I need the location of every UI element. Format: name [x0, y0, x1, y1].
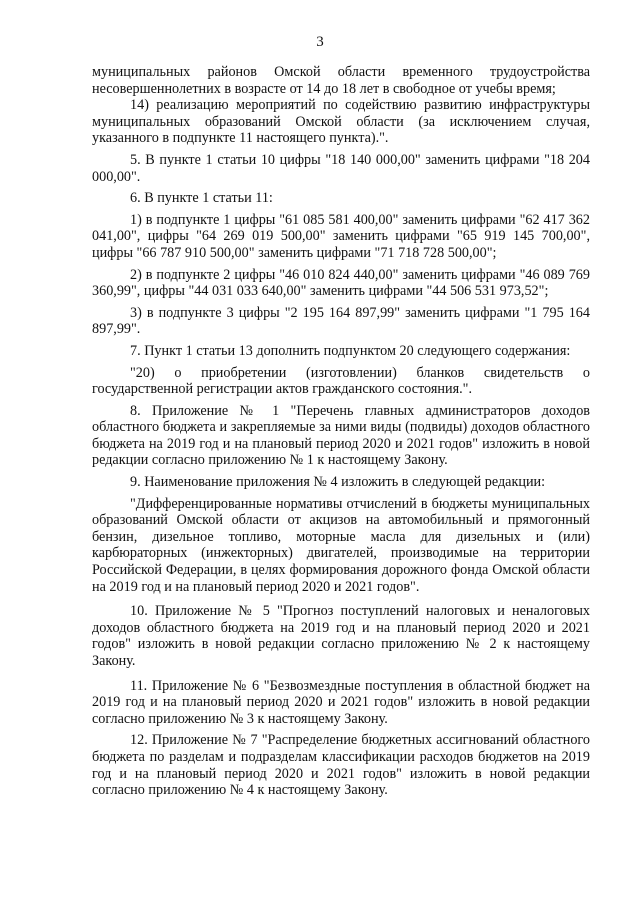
paragraph-6-subitem-3: 3) в подпункте 3 цифры "2 195 164 897,99" заменить цифрами "1 795 164 897,99".	[92, 304, 590, 338]
paragraph-8: 8. Приложение № 1 "Перечень главных администраторов доходов областного бюджета и закрепляемые за ними виды (подвиды) доходов областного бюджета на 2019 год и на плановый период 2020 и 2021 годов" изложить в новой редакции согласно приложению № 1 к настоящему Закону.	[92, 402, 590, 469]
paragraph-6-subitem-1: 1) в подпункте 1 цифры "61 085 581 400,00" заменить цифрами "62 417 362 041,00", цифры "64 269 019 500,00" заменить цифрами "65 919 145 700,00", цифры "66 787 910 500,00" заменить цифрами "71 718 728 500,00";	[92, 211, 590, 261]
paragraph-11: 11. Приложение № 6 "Безвозмездные поступления в областной бюджет на 2019 год и на плановый период 2020 и 2021 годов" изложить в новой редакции согласно приложению № 3 к настоящему Закону.	[92, 677, 590, 727]
paragraph-7: 7. Пункт 1 статьи 13 дополнить подпунктом 20 следующего содержания:	[130, 342, 571, 359]
paragraph-6: 6. В пункте 1 статьи 11:	[130, 190, 273, 207]
paragraph-9-quote: "Дифференцированные нормативы отчислений в бюджеты муниципальных образований Омской области от акцизов на автомобильный и прямогонный бензин, дизельное топливо, моторные масла для дизельных и (или) карбюраторных (инжекторных) двигателей, производимые на территории Российской Федерации, в целях формирования дорожного фонда Омской области на 2019 год и на плановый период 2020 и 2021 годов".	[92, 495, 590, 595]
paragraph-7-quote: "20) о приобретении (изготовлении) бланков свидетельств о государственной регистрации актов гражданского состояния.".	[92, 364, 590, 398]
paragraph-continuation: муниципальных районов Омской области временного трудоустройства несовершеннолетних в возрасте от 14 до 18 лет в свободное от учебы время;	[92, 64, 590, 97]
paragraph-6-subitem-2: 2) в подпункте 2 цифры "46 010 824 440,00" заменить цифрами "46 089 769 360,99", цифры "44 031 033 640,00" заменить цифрами "44 506 531 973,52";	[92, 266, 590, 300]
page-number: 3	[316, 34, 324, 50]
paragraph-10: 10. Приложение № 5 "Прогноз поступлений налоговых и неналоговых доходов областного бюджета на 2019 год и на плановый период 2020 и 2021 годов" изложить в новой редакции согласно приложению № 2 к настоящему Закону.	[92, 603, 590, 669]
paragraph-9: 9. Наименование приложения № 4 изложить в следующей редакции:	[130, 474, 546, 491]
document-body	[92, 64, 590, 799]
paragraph-12: 12. Приложение № 7 "Распределение бюджетных ассигнований областного бюджета по разделам и подразделам классификации расходов бюджетов на 2019 год и на плановый период 2020 и 2021 годов" изложить в новой редакции согласно приложению № 4 к настоящему Закону.	[92, 732, 590, 799]
paragraph-5: 5. В пункте 1 статьи 10 цифры "18 140 000,00" заменить цифрами "18 204 000,00".	[92, 151, 590, 185]
paragraph-item-14: 14) реализацию мероприятий по содействию развитию инфраструктуры муниципальных образований Омской области (за исключением случая, указанного в подпункте 11 настоящего пункта).".	[92, 97, 590, 147]
